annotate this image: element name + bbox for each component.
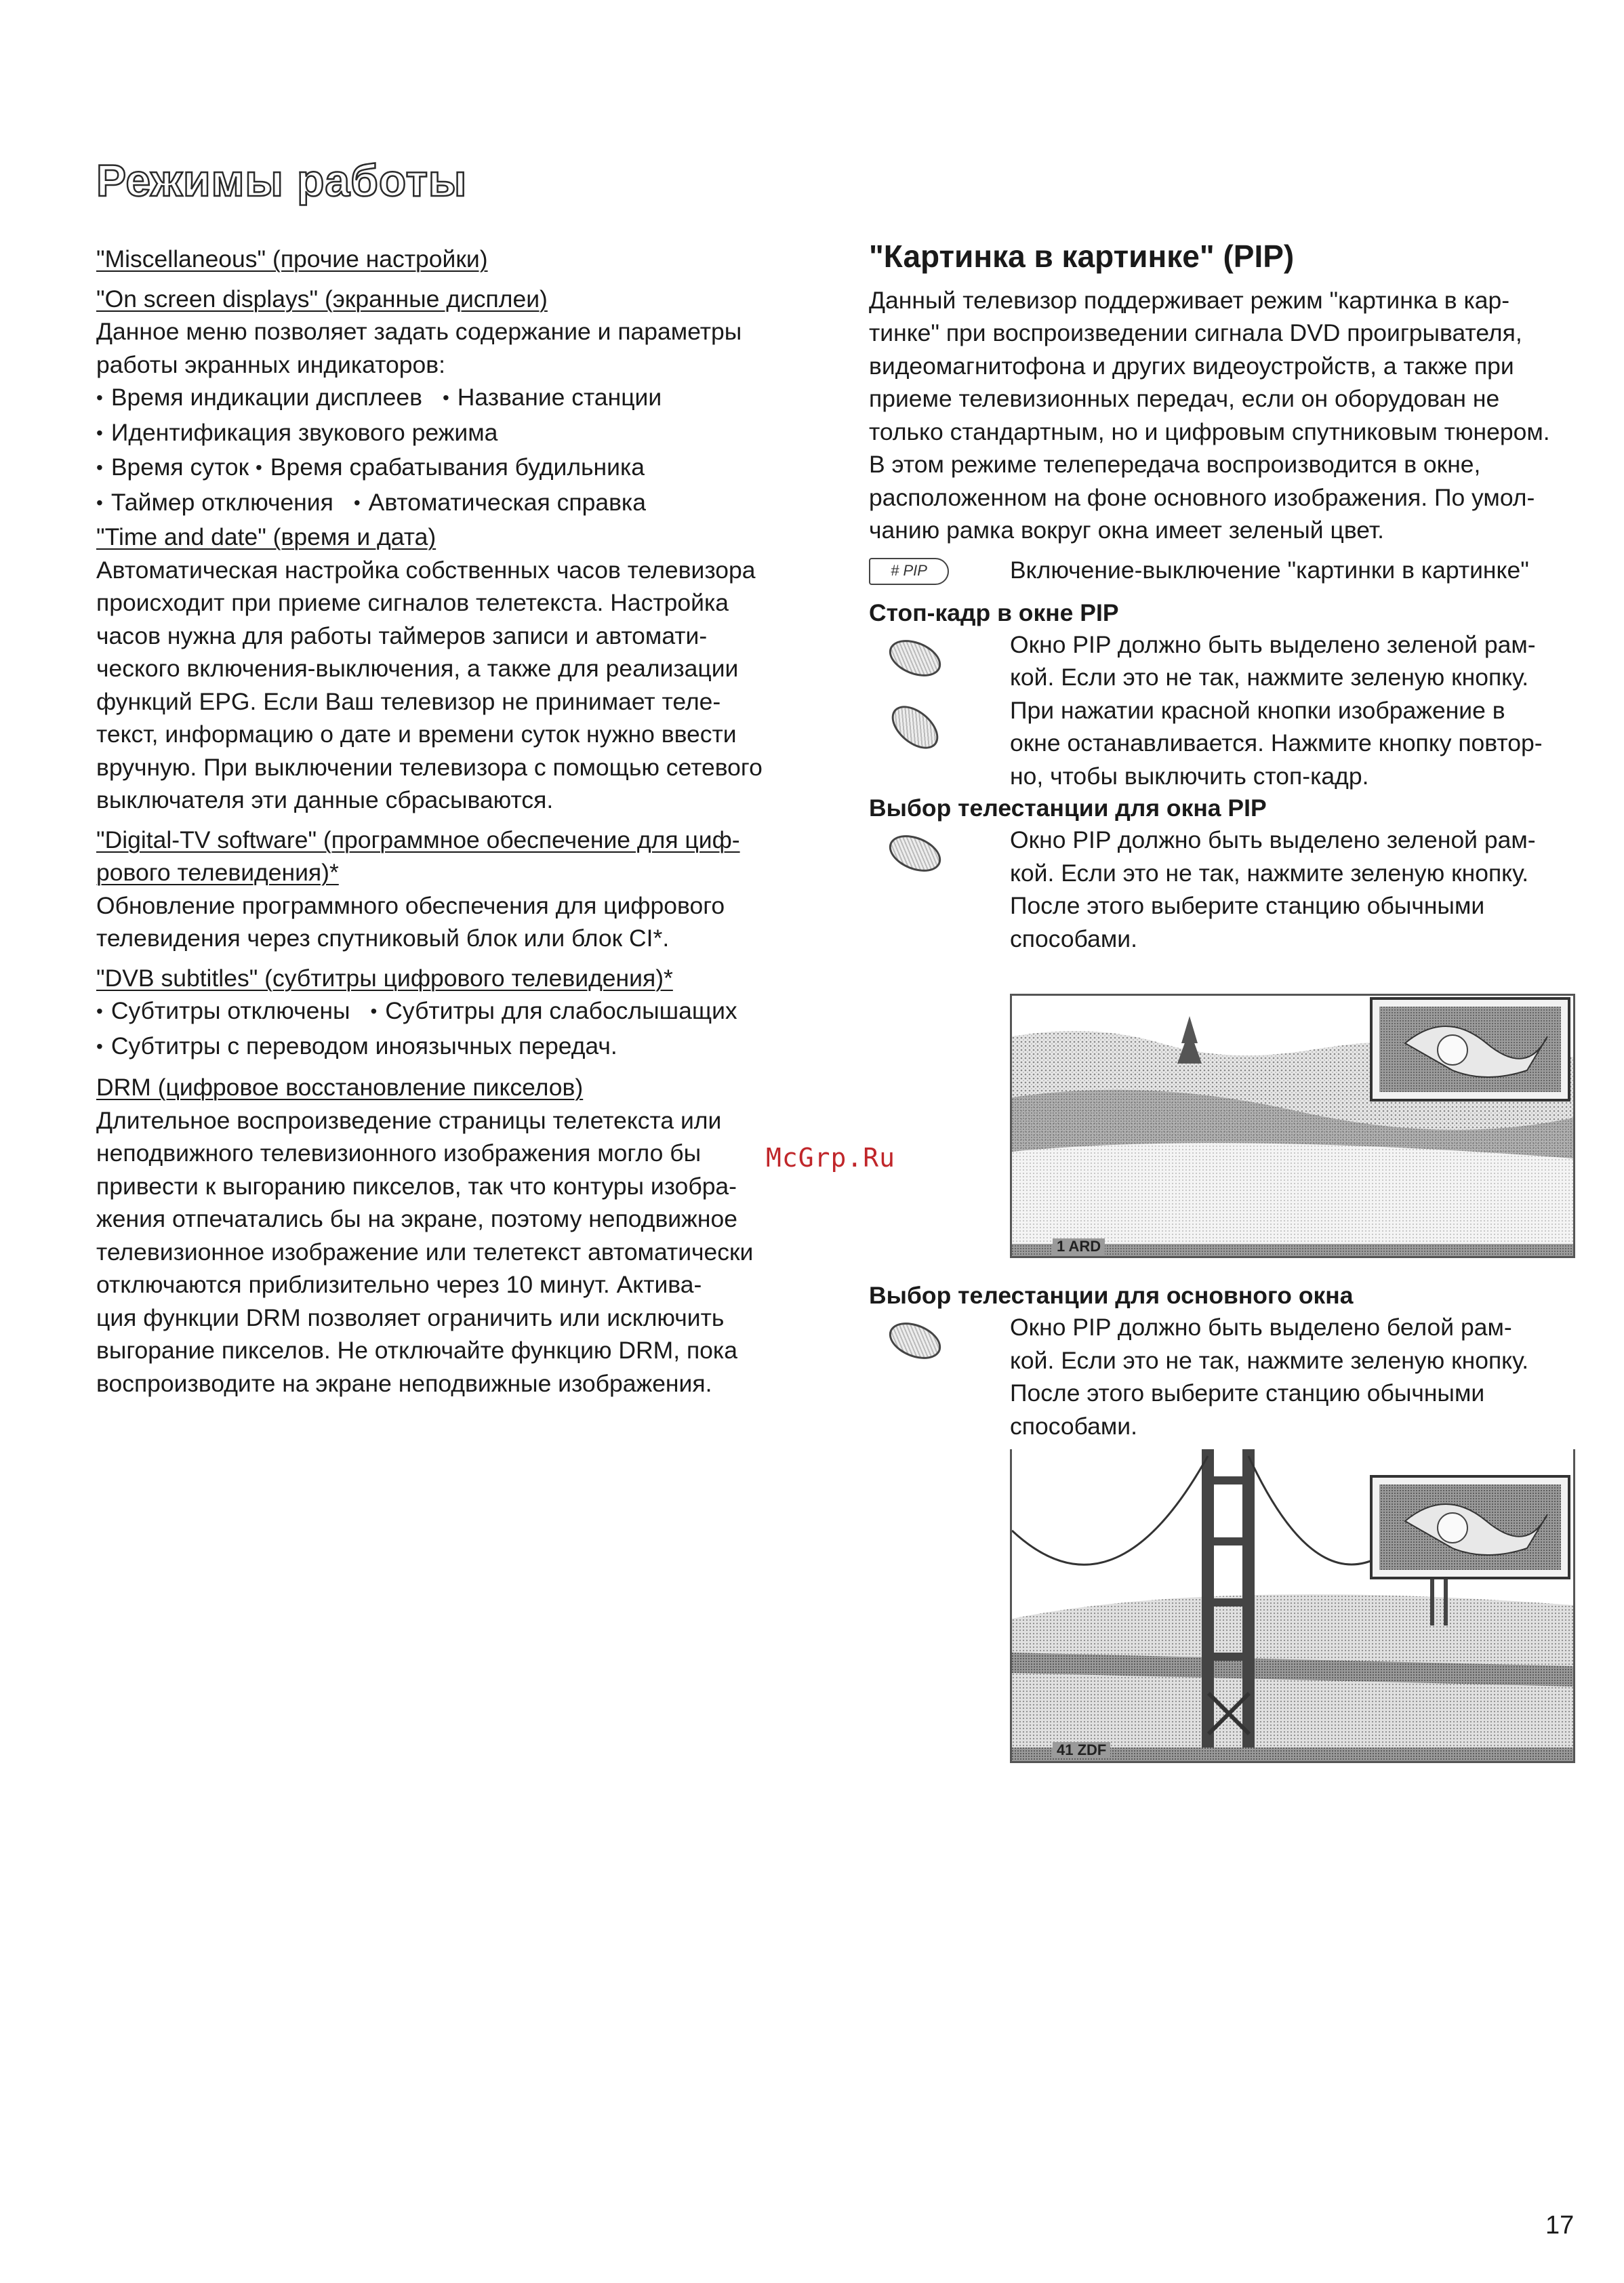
pip-text: чанию рамка вокруг окна имеет зеленый цвет. <box>869 517 1385 544</box>
page-number: 17 <box>1545 2211 1575 2240</box>
pip-key-icon[interactable]: # PIP <box>869 558 949 585</box>
osd-list-row <box>96 416 849 451</box>
list-item: • Время суток <box>96 453 249 481</box>
time-text: текст, информацию о дате и времени суток нужно ввести <box>96 721 737 748</box>
time-text: выключателя эти данные сбрасываются. <box>96 786 554 813</box>
pip-text: приеме телевизионных передач, если он оборудован не <box>869 385 1500 412</box>
pip-toggle-text: Включение-выключение "картинки в картинке" <box>1010 556 1529 584</box>
osd-text: Данное меню позволяет задать содержание и параметры <box>96 318 742 345</box>
time-heading: "Time and date" (время и дата) <box>96 523 437 550</box>
select-main-text: способами. <box>1010 1412 1137 1440</box>
drm-heading: DRM (цифровое восстановление пикселов) <box>96 1074 584 1101</box>
select-pip-heading: Выбор телестанции для окна PIP <box>869 794 1267 822</box>
time-text: функций EPG. Если Ваш телевизор не принимает теле- <box>96 687 721 715</box>
osd-list-row <box>96 451 849 486</box>
list-item: • Автоматическая справка <box>354 486 646 521</box>
tv-screen-landscape <box>1010 994 1575 1258</box>
freeze-block <box>869 628 1574 793</box>
dtv-text: Обновление программного обеспечения для цифрового <box>96 891 725 919</box>
red-button-icon[interactable] <box>884 697 946 756</box>
list-item: • Субтитры отключены <box>96 997 350 1024</box>
select-main-text: После этого выберите станцию обычными <box>1010 1379 1485 1407</box>
list-item: • Идентификация звукового режима <box>96 419 498 446</box>
list-item: • Время индикации дисплеев <box>96 384 422 411</box>
drm-text: выгорание пикселов. Не отключайте функцию DRM, пока <box>96 1337 737 1364</box>
channel-label: 41 ZDF <box>1053 1742 1110 1758</box>
right-column <box>869 239 1574 955</box>
drm-text: отключаются приблизительно через 10 минут. Актива- <box>96 1271 702 1298</box>
misc-heading: "Miscellaneous" (прочие настройки) <box>96 245 488 272</box>
green-button-icon[interactable] <box>884 1316 946 1366</box>
list-item: • Таймер отключения <box>96 489 333 516</box>
drm-text: привести к выгоранию пикселов, так что контуры изобра- <box>96 1172 737 1200</box>
drm-text: ция функции DRM позволяет ограничить или исключить <box>96 1304 725 1331</box>
select-pip-text: способами. <box>1010 925 1137 952</box>
osd-heading: "On screen displays" (экранные дисплеи) <box>96 285 548 312</box>
landscape-illustration <box>1012 996 1573 1256</box>
select-pip-text: Окно PIP должно быть выделено зеленой рам- <box>1010 826 1536 853</box>
select-main-block <box>869 1311 1574 1442</box>
list-item: • Время срабатывания будильника <box>256 453 645 481</box>
time-text: Автоматическая настройка собственных часов телевизора <box>96 556 756 584</box>
list-item: • Название станции <box>443 381 662 416</box>
green-button-icon[interactable] <box>884 828 946 878</box>
select-main-section <box>869 1280 1574 1442</box>
pip-text: Данный телевизор поддерживает режим "картинка в кар- <box>869 286 1510 314</box>
osd-list-row <box>96 486 849 521</box>
freeze-text: При нажатии красной кнопки изображение в <box>1010 696 1505 724</box>
dtv-heading: рового телевидения)* <box>96 859 339 886</box>
drm-text: неподвижного телевизионного изображения могло бы <box>96 1139 702 1167</box>
osd-list-row <box>96 381 849 416</box>
pip-text: только стандартным, но и цифровым спутниковым тюнером. <box>869 418 1550 445</box>
freeze-text: но, чтобы выключить стоп-кадр. <box>1010 762 1369 790</box>
pip-text: тинке" при воспроизведении сигнала DVD проигрывателя, <box>869 319 1522 346</box>
time-text: происходит при приеме сигналов телетекста. Настройка <box>96 589 729 616</box>
time-text: часов нужна для работы таймеров записи и автомати- <box>96 622 708 649</box>
select-pip-text: После этого выберите станцию обычными <box>1010 892 1485 919</box>
pip-text: В этом режиме телепередача воспроизводится в окне, <box>869 451 1481 478</box>
list-item: • Субтитры для слабослышащих <box>370 994 737 1030</box>
freeze-text: Окно PIP должно быть выделено зеленой рам- <box>1010 630 1536 658</box>
pip-text: видеомагнитофона и других видеоустройств, а также при <box>869 352 1514 380</box>
left-column <box>96 243 849 1400</box>
green-button-icon[interactable] <box>884 632 946 683</box>
drm-text: воспроизводите на экране неподвижные изображения. <box>96 1369 712 1397</box>
dvb-list-row <box>96 1030 849 1065</box>
bridge-illustration <box>1012 1449 1573 1761</box>
drm-text: Длительное воспроизведение страницы телетекста или <box>96 1106 722 1134</box>
pip-toggle-row <box>869 554 1574 588</box>
freeze-text: окне останавливается. Нажмите кнопку повтор- <box>1010 729 1543 756</box>
select-main-text: Окно PIP должно быть выделено белой рам- <box>1010 1314 1512 1341</box>
pip-heading: "Картинка в картинке" (PIP) <box>869 239 1295 274</box>
dtv-text: телевидения через спутниковый блок или блок CI*. <box>96 925 670 952</box>
list-item: • Субтитры с переводом иноязычных передач. <box>96 1032 617 1059</box>
dvb-heading: "DVB subtitles" (субтитры цифрового телевидения)* <box>96 964 673 992</box>
pip-text: расположенном на фоне основного изображения. По умол- <box>869 483 1535 511</box>
page-title: Режимы работы <box>96 155 468 205</box>
dvb-list-row <box>96 994 849 1030</box>
select-pip-text: кой. Если это не так, нажмите зеленую кнопку. <box>1010 859 1529 887</box>
tv-screen-bridge <box>1010 1449 1575 1763</box>
time-text: вручную. При выключении телевизора с помощью сетевого <box>96 753 763 781</box>
watermark: McGrp.Ru <box>766 1143 896 1173</box>
freeze-heading: Стоп-кадр в окне PIP <box>869 599 1119 626</box>
select-main-heading: Выбор телестанции для основного окна <box>869 1282 1354 1309</box>
time-text: ческого включения-выключения, а также для реализации <box>96 655 739 682</box>
channel-label: 1 ARD <box>1053 1238 1105 1255</box>
freeze-text: кой. Если это не так, нажмите зеленую кнопку. <box>1010 664 1529 691</box>
osd-text: работы экранных индикаторов: <box>96 350 445 378</box>
select-pip-block <box>869 824 1574 955</box>
drm-text: жения отпечатались бы на экране, поэтому неподвижное <box>96 1205 737 1232</box>
dtv-heading: "Digital-TV software" (программное обеспечение для циф- <box>96 826 740 853</box>
select-main-text: кой. Если это не так, нажмите зеленую кнопку. <box>1010 1346 1529 1374</box>
drm-text: телевизионное изображение или телетекст автоматически <box>96 1238 754 1266</box>
